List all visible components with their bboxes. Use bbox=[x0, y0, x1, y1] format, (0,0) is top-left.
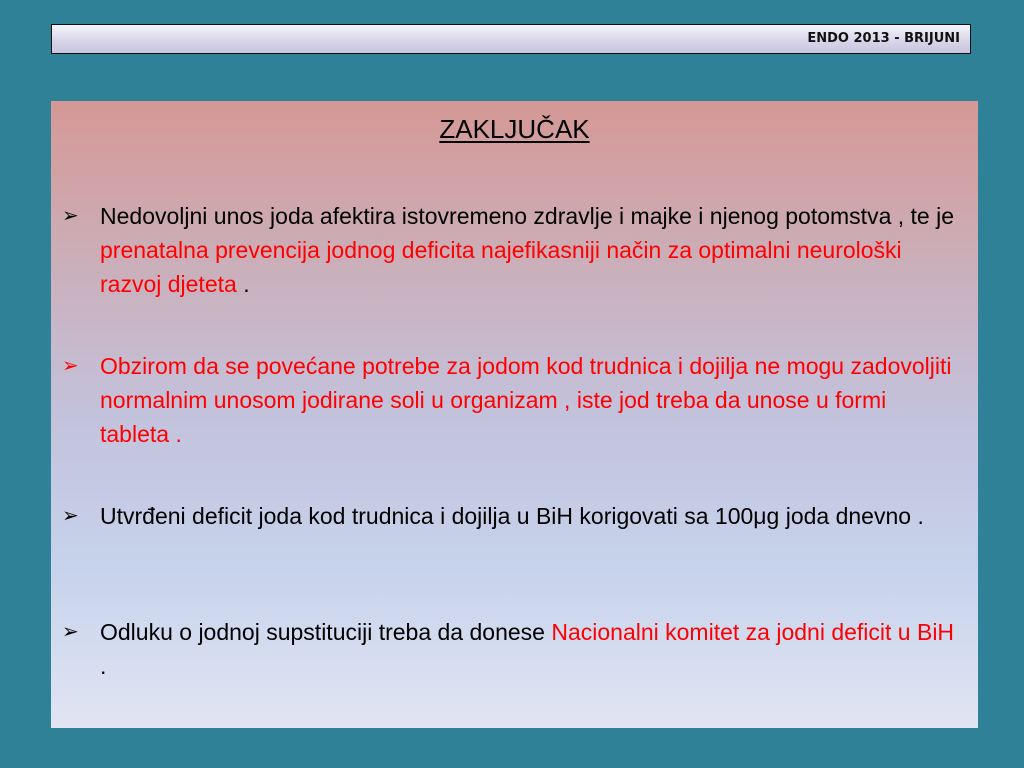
bullet-text-part: . bbox=[236, 271, 250, 297]
bullet-text bbox=[100, 349, 957, 451]
arrow-bullet-icon: ➢ bbox=[62, 205, 79, 227]
bullet-text bbox=[100, 199, 957, 301]
bullet-item bbox=[62, 199, 957, 301]
slide-title: ZAKLJUČAK bbox=[439, 114, 590, 144]
bullet-text bbox=[100, 499, 957, 533]
header-label: ENDO 2013 - BRIJUNI bbox=[807, 31, 960, 46]
bullet-text-part: Odluku o jodnoj supstituciji treba da donese bbox=[100, 619, 552, 645]
bullet-text-emphasis: Obzirom da se povećane potrebe za jodom kod trudnica i dojilja ne mogu zadovoljiti normalnim unosom jodirane soli u organizam , iste jod treba da unose u formi tableta . bbox=[100, 353, 952, 447]
bullet-item bbox=[62, 499, 957, 533]
bullet-text bbox=[100, 615, 957, 683]
bullet-text-emphasis: prenatalna prevencija jodnog deficita najefikasniji način za optimalni neurološki razvoj djeteta bbox=[100, 237, 902, 297]
bullet-text-emphasis: Nacionalni komitet za jodni deficit u BiH bbox=[551, 619, 955, 645]
bullet-text-part: Nedovoljni unos joda afektira istovremeno zdravlje i majke i njenog potomstva , te je bbox=[100, 203, 954, 229]
slide-content-panel bbox=[51, 101, 978, 728]
arrow-bullet-icon: ➢ bbox=[62, 621, 79, 643]
arrow-bullet-icon: ➢ bbox=[62, 355, 79, 377]
bullet-text-part: Utvrđeni deficit joda kod trudnica i dojilja u BiH korigovati sa 100μg joda dnevno . bbox=[100, 503, 924, 529]
arrow-bullet-icon: ➢ bbox=[62, 505, 79, 527]
bullet-text-part: . bbox=[100, 653, 107, 679]
bullet-item bbox=[62, 349, 957, 451]
bullet-item bbox=[62, 615, 957, 683]
header-bar bbox=[51, 24, 971, 54]
